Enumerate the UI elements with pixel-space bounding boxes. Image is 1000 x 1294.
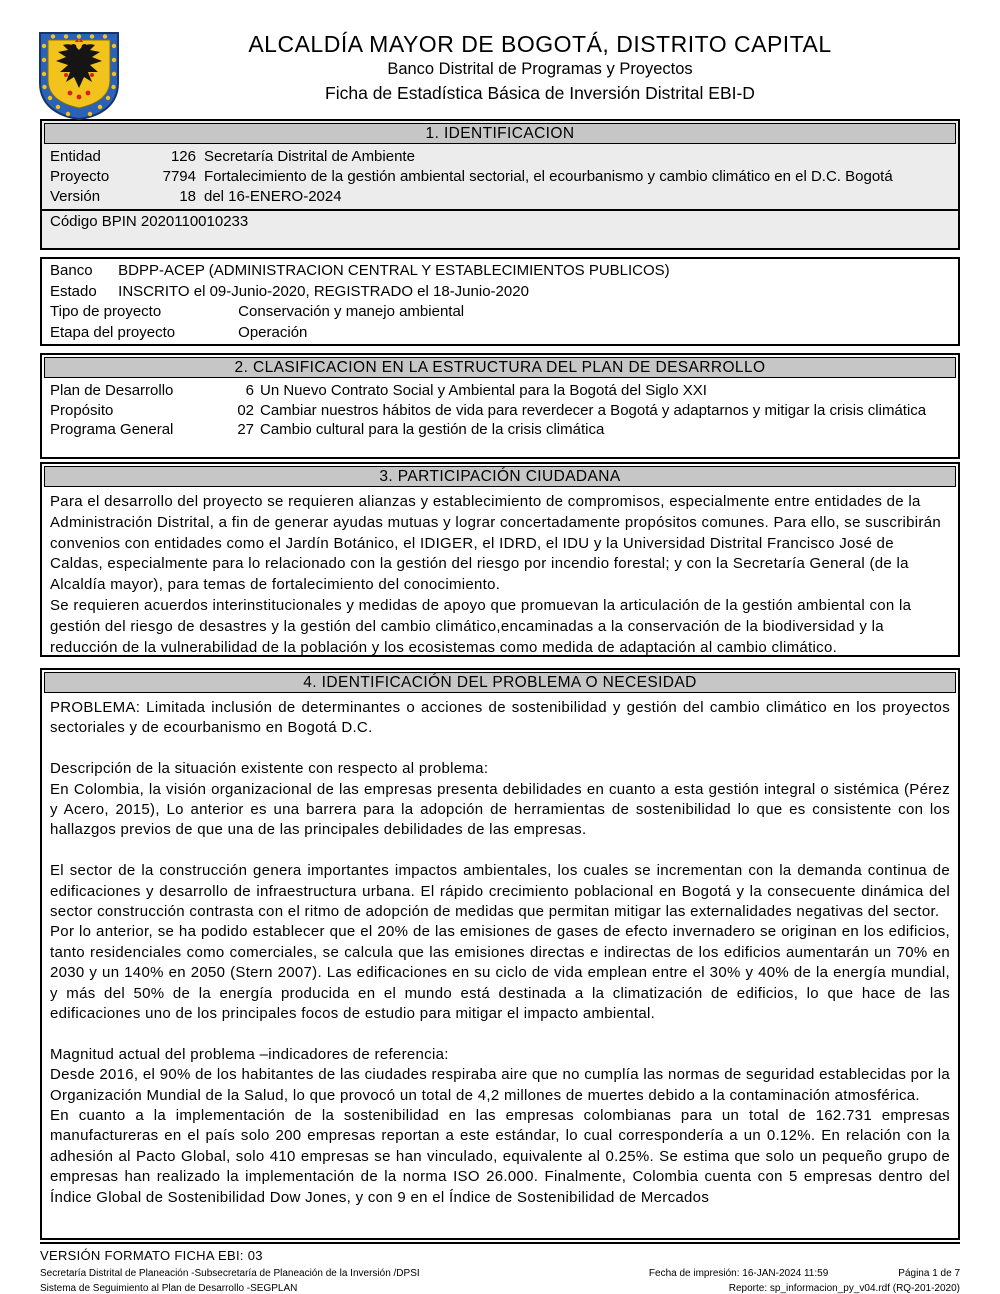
- row-code: 7794: [162, 168, 196, 185]
- paragraph: Desde 2016, el 90% de los habitantes de las ciudades respiraba aire que no cumplía las normas de seguridad establecidas por la Organización Mundial de la Salud, lo que provocó un total de 4,2 millones de muertes debido a la contaminación atmosférica.: [50, 1066, 950, 1104]
- row-value: Fortalecimiento de la gestión ambiental sectorial, el ecourbanismo y cambio climático en el D.C. Bogotá: [204, 168, 893, 185]
- table-row: [50, 167, 950, 187]
- paragraph: PROBLEMA: Limitada inclusión de determinantes o acciones de sostenibilidad y gestión del cambio climático en los proyectos sectoriales y de ecourbanismo en Bogotá D.C.: [50, 699, 950, 737]
- row-label: Estado: [50, 282, 97, 300]
- row-label: Entidad: [50, 148, 101, 165]
- row-label: Banco: [50, 262, 93, 279]
- document-header: [40, 28, 960, 116]
- banco-table: [42, 259, 958, 345]
- paragraph: [50, 739, 950, 759]
- section-4-title: 4. IDENTIFICACIÓN DEL PROBLEMA O NECESIDAD: [44, 672, 956, 693]
- document-footer: [40, 1242, 960, 1294]
- table-row: [50, 381, 950, 401]
- paragraph: Se requieren acuerdos interinstitucionales y medidas de apoyo que promuevan la articulación de la gestión ambiental con la gestión del riesgo de desastres y la gestión del cambio climático,encaminadas a la conservación de la biodiversidad y la reducción de la vulnerabilidad de la población y los ecosistemas como medida de adaptación al cambio climático.: [50, 596, 912, 656]
- row-code: 27: [237, 421, 254, 438]
- paragraph: Por lo anterior, se ha podido establecer que el 20% de las emisiones de gases de efecto invernadero se originan en los edificios, tanto residenciales como comerciales, se calcula que las emisiones directas e indirectas de los edificios aumentarán un 70% en 2030 y un 140% en 2050 (Stern 2007). Las edificaciones en su ciclo de vida emplean entre el 30% y 40% de la energía mundial, y más del 50% de la energía producida en el mundo está destinada a la climatización de edificios, lo que hace de las edificaciones uno de los principales focos de estudio para mitigar el impacto ambiental.: [50, 923, 950, 1023]
- footer-rule: [40, 1242, 960, 1244]
- row-value: BDPP-ACEP (ADMINISTRACION CENTRAL Y ESTABLECIMIENTOS PUBLICOS): [118, 262, 670, 279]
- footer-system-line: Sistema de Seguimiento al Plan de Desarrollo -SEGPLAN: [40, 1283, 298, 1294]
- bpin-label: Código BPIN: [50, 213, 137, 230]
- footer-row-2: [40, 1281, 960, 1294]
- row-code: 18: [179, 188, 196, 205]
- document-subtitle: Banco Distrital de Programas y Proyectos: [387, 60, 693, 78]
- row-value: del 16-ENERO-2024: [204, 188, 342, 205]
- participacion-text: [42, 489, 958, 657]
- footer-report-id: Reporte: sp_informacion_py_v04.rdf (RQ-201-2020): [728, 1283, 960, 1294]
- section-banco-estado: [40, 257, 960, 346]
- section-1-title: 1. IDENTIFICACION: [44, 123, 956, 144]
- paragraph: En Colombia, la visión organizacional de las empresas presenta debilidades en cuanto a esta gestión integral o sistémica (Pérez y Acero, 2015), Lo anterior es una barrera para la adopción de herramientas de sostenibilidad lo que es consistente con los hallazgos previos de que una de las principales debilidades de las empresas.: [50, 780, 950, 839]
- row-label: Propósito: [50, 401, 114, 419]
- footer-print-date: Fecha de impresión: 16-JAN-2024 11:59: [648, 1268, 829, 1279]
- paragraph: Magnitud actual del problema –indicadores de referencia:: [50, 1045, 449, 1063]
- footer-row-1: [40, 1266, 960, 1281]
- paragraph: [50, 841, 950, 861]
- section-participacion-ciudadana: [40, 462, 960, 657]
- row-label: Versión: [50, 188, 101, 205]
- paragraph: [50, 1024, 950, 1044]
- document-form-name: Ficha de Estadística Básica de Inversión Distrital EBI-D: [325, 83, 755, 103]
- table-row: [50, 323, 950, 344]
- table-row: [50, 187, 950, 207]
- row-label: Proyecto: [50, 168, 110, 185]
- row-code: 02: [237, 401, 254, 419]
- document-title: ALCALDÍA MAYOR DE BOGOTÁ, DISTRITO CAPITAL: [248, 31, 832, 57]
- problema-text: [42, 695, 958, 1211]
- section-identificacion-problema: [40, 668, 960, 1240]
- table-row: [50, 261, 950, 282]
- row-label: Plan de Desarrollo: [50, 382, 174, 399]
- bpin-row: [42, 209, 958, 233]
- row-value: Cambiar nuestros hábitos de vida para reverdecer a Bogotá y adaptarnos y mitigar la crisis climática: [260, 401, 927, 419]
- row-value: INSCRITO el 09-Junio-2020, REGISTRADO el 18-Junio-2020: [118, 282, 529, 300]
- table-row: [50, 147, 950, 167]
- table-row: [50, 302, 950, 323]
- bogota-coat-of-arms-icon: [37, 30, 121, 122]
- row-value: Conservación y manejo ambiental: [238, 303, 465, 320]
- clasificacion-table: [42, 380, 958, 440]
- row-value: Un Nuevo Contrato Social y Ambiental para la Bogotá del Siglo XXI: [260, 382, 707, 399]
- table-row: [50, 282, 950, 303]
- paragraph: Para el desarrollo del proyecto se requieren alianzas y establecimiento de compromisos, especialmente entre entidades de la Administración Distrital, a fin de generar ayudas mutuas y lograr concertadamente propósitos comunes. Para ello, se suscribirán convenios con entidades como el Jardín Botánico, el IDIGER, el IDRD, el IDU y la Universidad Distrital Francisco José de Caldas, especialmente para lo relacionado con la gestión del riesgo por incendio forestal; y con la Secretaría General (de la Alcaldía mayor), para temas de fortalecimiento del conocimiento.: [50, 493, 942, 594]
- paragraph: El sector de la construcción genera importantes impactos ambientales, los cuales se incrementan con la demanda continua de edificaciones y desarrollo de infraestructura urbana. El rápido crecimiento poblacional en Bogotá y la consecuente dinámica del sector construcción contrasta con el ritmo de adopción de medidas que permitan mitigar las externalidades negativas del sector.: [50, 862, 950, 921]
- table-row: [50, 420, 950, 440]
- footer-page-number: Página 1 de 7: [898, 1268, 960, 1279]
- identification-table: [42, 146, 958, 207]
- section-3-title: 3. PARTICIPACIÓN CIUDADANA: [44, 466, 956, 487]
- section-identificacion: [40, 119, 960, 250]
- section-clasificacion: [40, 353, 960, 459]
- row-value: Cambio cultural para la gestión de la crisis climática: [260, 421, 605, 438]
- row-label: Etapa del proyecto: [50, 323, 176, 341]
- bpin-value: 2020110010233: [140, 213, 249, 230]
- row-code: 6: [245, 382, 254, 399]
- paragraph: En cuanto a la implementación de la sostenibilidad en las empresas colombianas para un total de 162.731 empresas manufactureras en el país solo 200 empresas reportan a este estándar, lo cual correspondería a un 0.12%. En relación con la adhesión al Pacto Global, solo 410 empresas se han vinculado, equivalente al 0.25%. Se estima que solo un pequeño grupo de empresas han realizado la implementación de la norma ISO 26.000. Finalmente, Colombia cuenta con 5 empresas dentro del Índice Global de Sostenibilidad Dow Jones, y con 9 en el Índice de Sostenibilidad de Mercados: [50, 1107, 950, 1206]
- table-row: [50, 401, 950, 421]
- paragraph: Descripción de la situación existente con respecto al problema:: [50, 760, 489, 778]
- title-block: [120, 30, 960, 105]
- footer-entity-line: Secretaría Distrital de Planeación -Subsecretaría de Planeación de la Inversión /DPSI: [40, 1268, 420, 1279]
- row-label: Programa General: [50, 421, 174, 438]
- row-code: 126: [170, 148, 196, 165]
- section-2-title: 2. CLASIFICACION EN LA ESTRUCTURA DEL PLAN DE DESARROLLO: [44, 357, 956, 378]
- row-label: Tipo de proyecto: [50, 303, 162, 320]
- row-value: Secretaría Distrital de Ambiente: [204, 148, 415, 165]
- footer-version: VERSIÓN FORMATO FICHA EBI: 03: [40, 1248, 263, 1263]
- row-value: Operación: [238, 323, 308, 341]
